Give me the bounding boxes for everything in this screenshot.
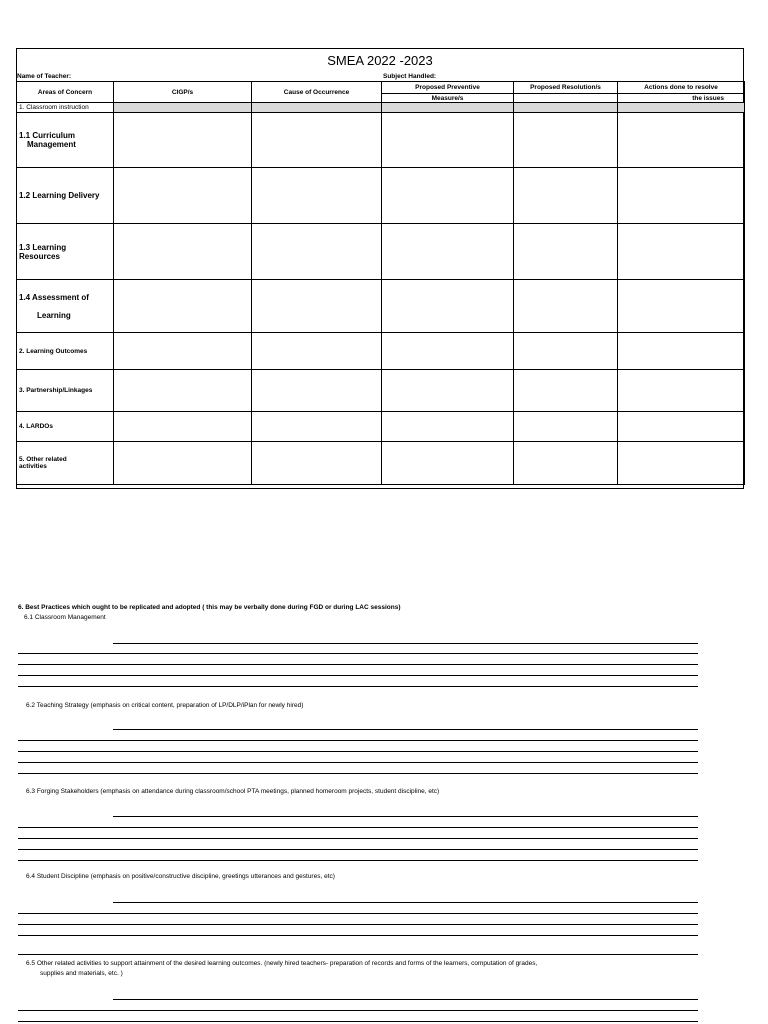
table-cell[interactable] (514, 442, 618, 485)
table-row (17, 224, 745, 280)
table-cell[interactable] (382, 224, 514, 280)
area-partnership-linkages: 3. Partnership/Linkages (17, 370, 114, 412)
name-of-teacher-label: Name of Teacher: (17, 73, 72, 80)
smea-form (16, 48, 744, 489)
table-header-row (17, 82, 745, 94)
table-cell[interactable] (252, 442, 382, 485)
table-cell[interactable] (252, 224, 382, 280)
answer-line[interactable] (18, 773, 698, 774)
table-cell[interactable] (114, 224, 252, 280)
form-title: SMEA 2022 -2023 (327, 53, 433, 68)
table-cell[interactable] (114, 333, 252, 370)
area-other-related-activities: 5. Other related activities (17, 442, 114, 485)
table-row (17, 442, 745, 485)
practice-other-related-activities-cont: supplies and materials, etc. ) (40, 970, 123, 977)
table-row (17, 370, 745, 412)
table-cell[interactable] (114, 370, 252, 412)
area-curriculum-management: 1.1 Curriculum Management (17, 113, 114, 168)
table-cell[interactable] (618, 224, 745, 280)
table-cell[interactable] (618, 370, 745, 412)
answer-line[interactable] (113, 729, 698, 730)
section-classroom-instruction-row (17, 103, 745, 113)
answer-line[interactable] (18, 860, 698, 861)
table-cell[interactable] (252, 168, 382, 224)
table-cell[interactable] (618, 333, 745, 370)
col-cause-of-occurrence: Cause of Occurrence (252, 82, 382, 103)
col-areas-of-concern: Areas of Concern (17, 82, 114, 103)
table-cell[interactable] (252, 412, 382, 442)
col-proposed-preventive: Proposed Preventive (382, 82, 514, 94)
answer-line[interactable] (18, 935, 698, 936)
table-row (17, 333, 745, 370)
table-cell[interactable] (618, 113, 745, 168)
col-proposed-resolution: Proposed Resolution/s (514, 82, 618, 94)
practice-student-discipline: 6.4 Student Discipline (emphasis on positive/constructive discipline, greetings utterances and gestures, etc) (26, 873, 335, 880)
table-row (17, 412, 745, 442)
answer-line[interactable] (18, 686, 698, 687)
table-cell[interactable] (114, 412, 252, 442)
table-cell[interactable] (514, 333, 618, 370)
answer-line[interactable] (18, 913, 698, 914)
table-cell[interactable] (618, 412, 745, 442)
practice-other-related-activities: 6.5 Other related activities to support attainment of the desired learning outcomes. (newly hired teachers- preparation of records and forms of the learners, computation of grades, (26, 960, 538, 967)
area-learning-delivery: 1.2 Learning Delivery (17, 168, 114, 224)
table-cell[interactable] (618, 280, 745, 333)
practice-classroom-management: 6.1 Classroom Management (24, 614, 106, 621)
table-cell[interactable] (114, 113, 252, 168)
answer-line[interactable] (18, 751, 698, 752)
table-cell[interactable] (252, 280, 382, 333)
table-row (17, 280, 745, 333)
table-cell[interactable] (618, 442, 745, 485)
concern-table (16, 81, 745, 485)
table-cell[interactable] (514, 224, 618, 280)
table-cell[interactable] (382, 168, 514, 224)
table-cell[interactable] (252, 370, 382, 412)
table-cell[interactable] (382, 370, 514, 412)
area-lardos: 4. LARDOs (17, 412, 114, 442)
col-resolution-blank (514, 94, 618, 103)
col-cigp: CIGP/s (114, 82, 252, 103)
answer-line[interactable] (18, 838, 698, 839)
area-assessment-of-learning: 1.4 Assessment of Learning (17, 280, 114, 333)
section-classroom-instruction: 1. Classroom instruction (17, 103, 114, 113)
table-cell[interactable] (114, 442, 252, 485)
table-cell[interactable] (382, 113, 514, 168)
answer-line[interactable] (18, 924, 698, 925)
table-cell[interactable] (514, 168, 618, 224)
table-cell[interactable] (382, 280, 514, 333)
table-cell[interactable] (514, 113, 618, 168)
answer-line[interactable] (18, 954, 698, 955)
table-cell[interactable] (114, 280, 252, 333)
answer-line[interactable] (113, 643, 698, 644)
col-the-issues: the issues (618, 94, 745, 103)
table-cell[interactable] (514, 280, 618, 333)
table-cell[interactable] (514, 412, 618, 442)
table-row (17, 113, 745, 168)
answer-line[interactable] (113, 816, 698, 817)
col-actions-done: Actions done to resolve (618, 82, 745, 94)
subject-handled-label: Subject Handled: (383, 73, 437, 80)
answer-line[interactable] (18, 653, 698, 654)
answer-line[interactable] (113, 999, 698, 1000)
answer-line[interactable] (18, 762, 698, 763)
best-practices-heading: 6. Best Practices which ought to be replicated and adopted ( this may be verbally done during FGD or during LAC sessions) (18, 604, 401, 611)
practice-teaching-strategy: 6.2 Teaching Strategy (emphasis on critical content, preparation of LP/DLP/iPlan for newly hired) (26, 702, 304, 709)
answer-line[interactable] (18, 664, 698, 665)
table-row (17, 168, 745, 224)
table-cell[interactable] (252, 113, 382, 168)
practice-forging-stakeholders: 6.3 Forging Stakeholders (emphasis on attendance during classroom/school PTA meetings, planned homeroom projects, student discipline, etc) (26, 788, 440, 795)
table-cell[interactable] (252, 333, 382, 370)
table-cell[interactable] (382, 333, 514, 370)
table-cell[interactable] (382, 442, 514, 485)
table-cell[interactable] (514, 370, 618, 412)
table-cell[interactable] (382, 412, 514, 442)
area-learning-outcomes: 2. Learning Outcomes (17, 333, 114, 370)
answer-line[interactable] (18, 740, 698, 741)
col-measures: Measure/s (382, 94, 514, 103)
answer-line[interactable] (18, 1021, 698, 1022)
answer-line[interactable] (18, 675, 698, 676)
answer-line[interactable] (18, 827, 698, 828)
answer-line[interactable] (113, 902, 698, 903)
answer-line[interactable] (18, 849, 698, 850)
table-cell[interactable] (114, 168, 252, 224)
answer-line[interactable] (18, 1010, 698, 1011)
table-cell[interactable] (618, 168, 745, 224)
area-learning-resources: 1.3 Learning Resources (17, 224, 114, 280)
